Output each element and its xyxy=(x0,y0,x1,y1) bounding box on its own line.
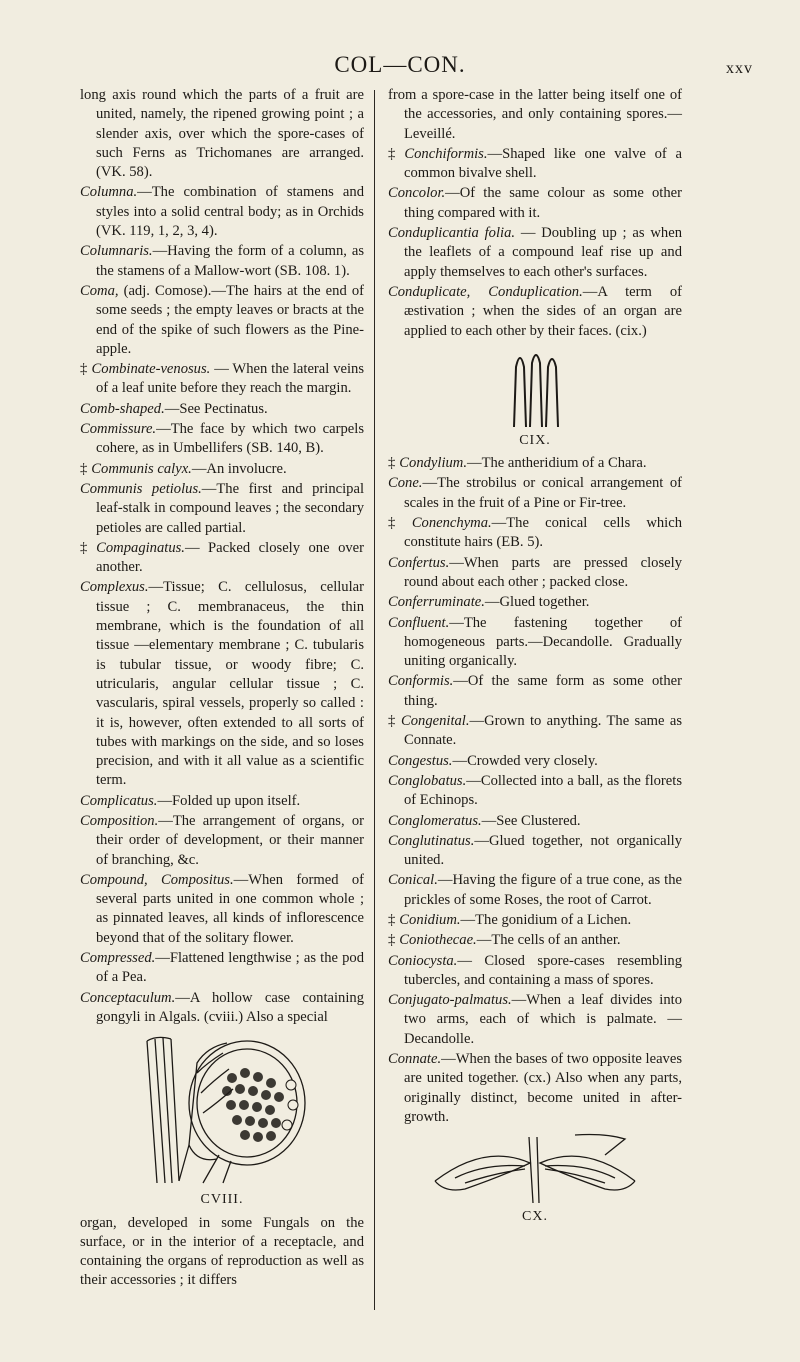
entry-definition: —Tissue; C. cellulosus, cellular tissue ; C. membranaceus, the thin membrane, which is the foundation of all tissue —elementary membrane ; C. tubularis is tubular tissue, or woody fibre; C. utricularis, angular cellular tissue ; C. vascularis, spiral vessels, properly so called : it is, however, often extended to all sorts of tubes with markings on the side, and so loses precision, and with it all value as a scientific term. xyxy=(96,579,364,789)
entry-term: Conglomeratus. xyxy=(388,812,482,829)
entry-term: Conchiformis. xyxy=(404,145,488,162)
entry-term: Coniocysta. xyxy=(388,952,458,969)
entry-definition: — When the lateral veins of a leaf unite before they reach the margin. xyxy=(96,361,365,397)
glossary-entry xyxy=(388,752,682,771)
glossary-entry xyxy=(80,578,364,790)
entry-definition: — Closed spore-cases resembling tubercles, and containing a mass of spores. xyxy=(404,952,682,988)
left-entries xyxy=(80,86,364,1027)
entry-definition: — Doubling up ; as when the leaflets of a compound leaf rise up and apply themselves to each other's surfaces. xyxy=(404,225,682,280)
entry-definition: —When a leaf divides into two arms, each of which is palmate. —Decandolle. xyxy=(404,992,682,1047)
entry-definition: —Of the same colour as some other thing compared with it. xyxy=(404,185,682,221)
glossary-entry xyxy=(388,1050,682,1127)
entry-definition: —A term of æstivation ; when the sides of an organ are applied to each other by their faces. (cix.) xyxy=(404,283,682,339)
entry-term: Comb-shaped. xyxy=(80,400,165,417)
glossary-entry xyxy=(388,712,682,751)
glossary-entry xyxy=(80,480,364,538)
glossary-entry xyxy=(388,454,682,473)
entry-term: Compaginatus. xyxy=(96,539,185,556)
entry-term: Conduplicate, Conduplication. xyxy=(388,283,583,300)
glossary-entry xyxy=(80,86,364,182)
glossary-entry xyxy=(388,832,682,871)
glossary-entry xyxy=(388,514,682,553)
entry-term: Conenchyma. xyxy=(411,515,492,532)
entry-definition: —Having the form of a column, as the stamens of a Mallow-wort (SB. 108. 1). xyxy=(96,243,364,279)
glossary-entry xyxy=(388,672,682,711)
entry-definition: —When formed of several parts united in one common whole ; as pinnated leaves, all kinds of inflorescence beyond that of the solitary flower. xyxy=(96,871,364,946)
column-divider xyxy=(374,90,375,1310)
entry-definition: —The first and principal leaf-stalk in compound leaves ; the secondary petioles are called partial. xyxy=(96,480,364,536)
glossary-entry xyxy=(80,282,364,359)
entry-definition: —Having the figure of a true cone, as the prickles of some Roses, the root of Carrot. xyxy=(404,872,682,908)
dagger-mark: ‡ xyxy=(388,713,397,730)
glossary-entry xyxy=(80,242,364,281)
glossary-entry xyxy=(388,593,682,612)
entry-term: Complexus. xyxy=(80,579,149,596)
glossary-entry xyxy=(80,420,364,459)
entry-definition: —A hollow case containing gongyli in Algals. (cviii.) Also a special xyxy=(96,989,364,1025)
entry-term: Conical. xyxy=(388,872,438,889)
entry-definition: —The strobilus or conical arrangement of scales in the fruit of a Pine or Fir-tree. xyxy=(404,475,682,511)
entry-definition: —The antheridium of a Chara. xyxy=(467,455,647,472)
entry-term: Confertus. xyxy=(388,554,450,571)
entry-definition: from a spore-case in the latter being itself one of the accessories, and only containing spores.—Leveillé. xyxy=(388,87,682,142)
entry-definition: —The arrangement of organs, or their order of development, or their manner of branching, &c. xyxy=(96,812,364,868)
dagger-mark: ‡ xyxy=(388,455,396,472)
glossary-entry xyxy=(80,539,364,578)
entry-term: Complicatus. xyxy=(80,792,158,809)
glossary-entry xyxy=(80,949,364,988)
glossary-entry xyxy=(388,184,682,223)
entry-term: Conglobatus. xyxy=(388,772,467,789)
glossary-entry xyxy=(388,871,682,910)
page-number: xxv xyxy=(726,60,753,77)
entry-definition: (adj. Comose).—The hairs at the end of some seeds ; the empty leaves or bracts at the end of the spike of such flowers as the Pine-apple. xyxy=(96,282,364,357)
glossary-entry xyxy=(80,792,364,811)
entry-term: Coma, xyxy=(80,282,119,299)
glossary-entry xyxy=(388,772,682,811)
glossary-entry xyxy=(388,554,682,593)
entry-definition: —Collected into a ball, as the florets of Echinops. xyxy=(404,772,682,809)
entry-definition: —Flattened lengthwise ; as the pod of a Pea. xyxy=(96,950,364,986)
entry-definition: —When the bases of two opposite leaves are united together. (cx.) Also when any parts, originally distinct, become united in after-growth. xyxy=(404,1051,682,1125)
figure-cx xyxy=(388,1133,682,1226)
entry-term: Coniothecae. xyxy=(399,932,477,949)
entry-definition: —An involucre. xyxy=(191,460,287,477)
glossary-entry xyxy=(388,283,682,341)
entry-term: Conceptaculum. xyxy=(80,989,176,1006)
figure-caption: CVIII. xyxy=(200,1192,244,1208)
entry-definition: —The conical cells which constitute hairs (EB. 5). xyxy=(404,515,683,551)
entry-term: Communis calyx. xyxy=(91,460,192,477)
entry-definition: long axis round which the parts of a fruit are united, namely, the ripened growing point ; a slender axis, over which the spore-cases of such Ferns as Trichomanes are arranged. (VK. 58). xyxy=(80,87,364,181)
entry-definition: —Glued together, not organically united. xyxy=(404,832,682,869)
entry-term: Cone. xyxy=(388,475,423,492)
glossary-entry xyxy=(388,86,682,144)
right-entries-bottom xyxy=(388,454,682,1127)
glossary-entry xyxy=(388,931,682,950)
entry-definition: —When parts are pressed closely round about each other ; packed close. xyxy=(404,554,682,590)
dagger-mark: ‡ xyxy=(80,539,93,556)
entry-term: Confluent. xyxy=(388,614,450,631)
glossary-entry xyxy=(80,183,364,241)
entry-definition: —Of the same form as some other thing. xyxy=(404,673,682,709)
glossary-entry xyxy=(80,460,364,479)
figure-caption: CX. xyxy=(522,1209,548,1225)
glossary-entry xyxy=(388,614,682,672)
entry-term: Conglutinatus. xyxy=(388,832,475,849)
glossary-entry xyxy=(80,400,364,419)
entry-term: Congenital. xyxy=(401,713,470,730)
entry-term: Columnaris. xyxy=(80,243,153,260)
connate-illustration xyxy=(425,1133,645,1205)
entry-definition: —Folded up upon itself. xyxy=(157,792,301,809)
entry-definition: —The combination of stamens and styles into a solid central body; as in Orchids (VK. 119, 1, 2, 3, 4). xyxy=(96,184,364,240)
glossary-entry xyxy=(80,871,364,948)
entry-term: Commissure. xyxy=(80,421,157,438)
entry-term: Conduplicantia folia. xyxy=(388,225,516,242)
dagger-mark: ‡ xyxy=(388,932,396,949)
dagger-mark: ‡ xyxy=(388,515,408,532)
dagger-mark: ‡ xyxy=(80,460,88,477)
glossary-entry xyxy=(388,952,682,991)
glossary-entry xyxy=(80,989,364,1028)
entry-definition: —Grown to anything. The same as Connate. xyxy=(404,713,682,749)
entry-definition: — Packed closely one over another. xyxy=(96,539,365,576)
entry-term: Combinate-venosus. xyxy=(91,361,211,378)
figure-cviii xyxy=(80,1033,364,1209)
entry-term: Connate. xyxy=(388,1051,442,1068)
entry-term: Communis petiolus. xyxy=(80,480,202,497)
figure-caption: CIX. xyxy=(519,432,551,448)
entry-definition: —The cells of an anther. xyxy=(476,932,621,949)
dagger-mark: ‡ xyxy=(80,361,88,378)
entry-definition: —Shaped like one valve of a common bivalve shell. xyxy=(404,145,683,182)
entry-definition: —The face by which two carpels cohere, as in Umbellifers (SB. 140, B). xyxy=(96,421,364,457)
dagger-mark: ‡ xyxy=(388,145,401,162)
conduplicate-illustration xyxy=(500,347,570,429)
entry-term: Conidium. xyxy=(399,911,461,928)
entry-term: Conjugato-palmatus. xyxy=(388,992,512,1009)
entry-definition: —The fastening together of homogeneous parts.—Decandolle. Gradually uniting organically. xyxy=(404,614,682,670)
entry-term: Compound, Compositus. xyxy=(80,871,234,888)
glossary-entry xyxy=(388,911,682,930)
entry-term: Condylium. xyxy=(399,455,467,472)
entry-term: Concolor. xyxy=(388,185,446,202)
entry-term: Composition. xyxy=(80,812,159,829)
right-column xyxy=(388,86,682,1231)
dagger-mark: ‡ xyxy=(388,911,396,928)
entry-definition: —Crowded very closely. xyxy=(452,752,598,769)
figure-cix xyxy=(388,347,682,450)
glossary-entry xyxy=(388,224,682,282)
right-entries-top xyxy=(388,86,682,341)
entry-term: Conformis. xyxy=(388,673,454,690)
glossary-entry xyxy=(80,812,364,870)
entry-definition: —See Clustered. xyxy=(481,812,581,829)
left-continuation-text: organ, developed in some Fungals on the surface, or in the interior of a receptacle, and containing the organs of reproduction as well as their accessories ; it differs xyxy=(80,1214,364,1289)
glossary-entry xyxy=(388,145,682,184)
glossary-entry xyxy=(388,991,682,1049)
entry-term: Congestus. xyxy=(388,752,453,769)
entry-term: Columna. xyxy=(80,184,138,201)
entry-definition: —See Pectinatus. xyxy=(164,400,268,417)
glossary-entry xyxy=(80,360,364,399)
glossary-entry xyxy=(388,812,682,831)
conceptaculum-illustration xyxy=(127,1033,317,1188)
glossary-entry xyxy=(388,474,682,513)
left-column xyxy=(80,86,364,1291)
entry-term: Conferruminate. xyxy=(388,594,485,611)
entry-definition: —The gonidium of a Lichen. xyxy=(460,911,632,928)
entry-term: Compressed. xyxy=(80,950,156,967)
entry-definition: —Glued together. xyxy=(484,594,590,611)
running-head: COL—CON. xyxy=(334,52,466,77)
